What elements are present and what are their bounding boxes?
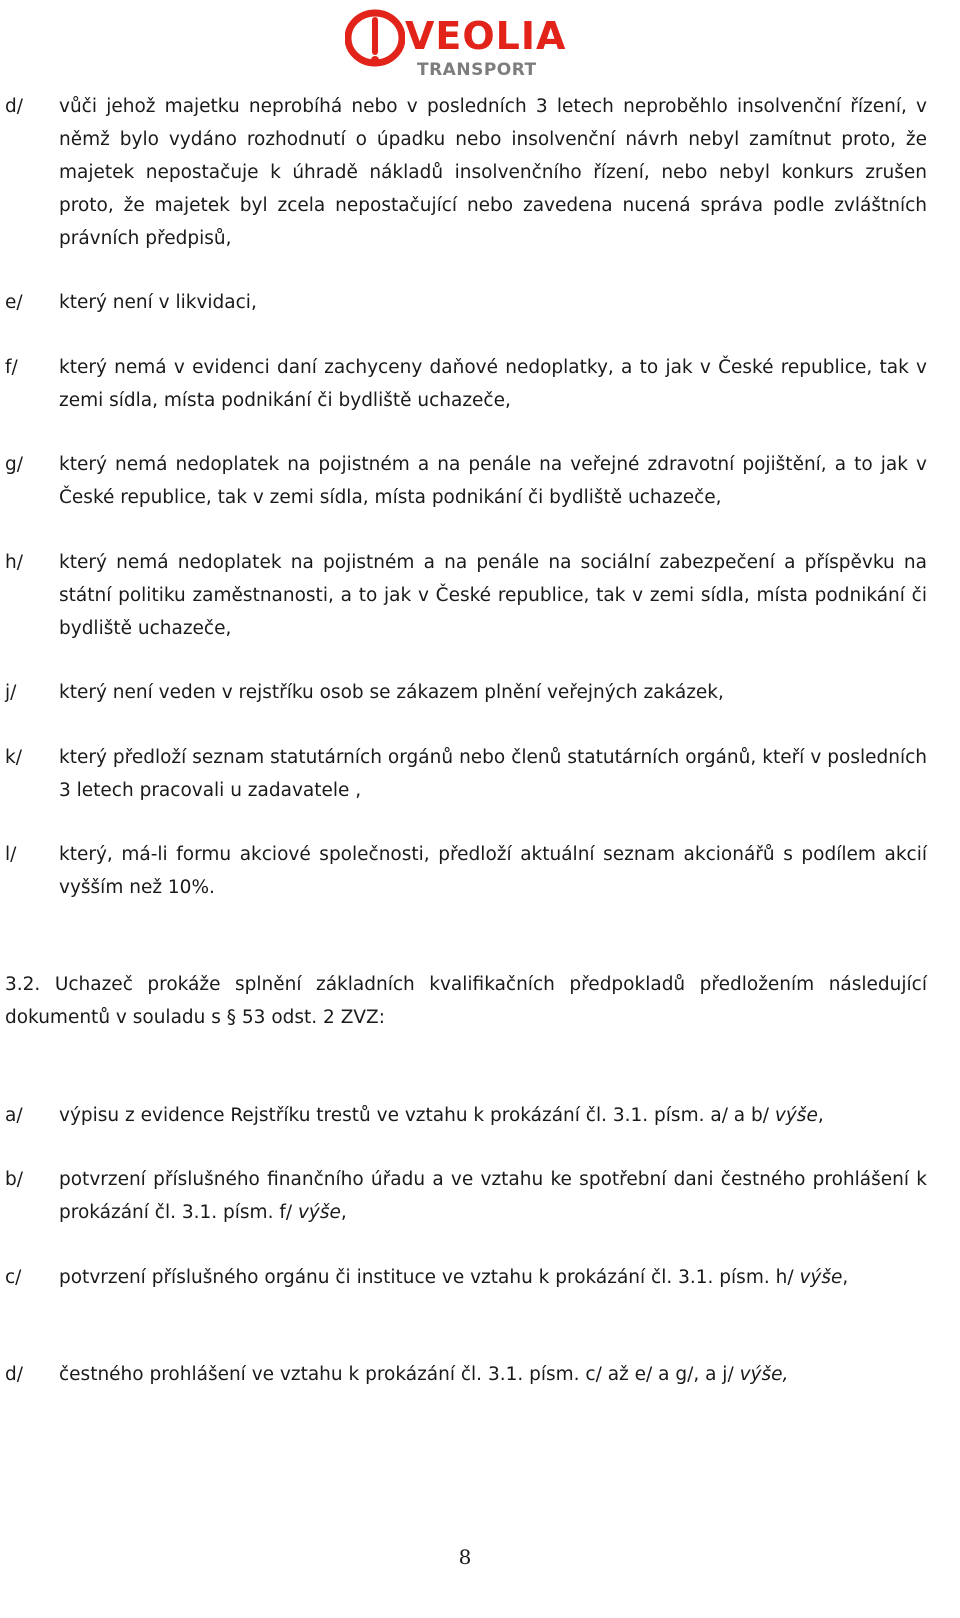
italic-word: výše bbox=[799, 1267, 843, 1288]
italic-word: výše bbox=[774, 1105, 818, 1126]
list-item-body: potvrzení příslušného orgánu či instituce ve vztahu k prokázání čl. 3.1. písm. h/ bbox=[59, 1267, 794, 1288]
list-item-text: který nemá nedoplatek na pojistném a na penále na sociální zabezpečení a příspěvku na státní politiku zaměstnanosti, a to jak v České republice, tak v zemi sídla, místa podnikání či bydliště uchazeče, bbox=[59, 552, 927, 639]
list-marker: b/ bbox=[5, 1169, 23, 1190]
list-marker: d/ bbox=[5, 1364, 23, 1385]
list-marker: a/ bbox=[5, 1105, 23, 1126]
list-item-body: potvrzení příslušného finančního úřadu a ve vztahu ke spotřební dani čestného prohlášení k prokázání čl. 3.1. písm. f/ bbox=[59, 1169, 927, 1223]
section-paragraph: 3.2. Uchazeč prokáže splnění základních kvalifikačních předpokladů předložením následující dokumentů v souladu s § 53 odst. 2 ZVZ: bbox=[5, 974, 927, 1028]
list-item-text: který není veden v rejstříku osob se zákazem plnění veřejných zakázek, bbox=[59, 682, 724, 703]
list-item-text: který nemá v evidenci daní zachyceny daňové nedoplatky, a to jak v České republice, tak v zemi sídla, místa podnikání či bydliště uchazeče, bbox=[59, 357, 927, 411]
list-item-text: který předloží seznam statutárních orgánů nebo členů statutárních orgánů, kteří v posledních 3 letech pracovali u zadavatele , bbox=[59, 747, 927, 801]
italic-word: výše, bbox=[739, 1364, 789, 1385]
list-item-tail: , bbox=[340, 1202, 347, 1223]
list-item-text bbox=[59, 1358, 927, 1391]
list-item-text bbox=[59, 1261, 927, 1294]
list-marker: e/ bbox=[5, 292, 23, 313]
list-item-text bbox=[59, 1163, 927, 1229]
list-item-text: vůči jehož majetku neprobíhá nebo v posledních 3 letech neproběhlo insolvenční řízení, v němž bylo vydáno rozhodnutí o úpadku nebo insolvenční návrh nebyl zamítnut proto, že majetek nepostačuje k úhradě nákladů insolvenčního řízení, nebo nebyl konkurs zrušen proto, že majetek byl zcela nepostačující nebo zavedena nucená správa podle zvláštních právních předpisů, bbox=[59, 96, 927, 249]
list-marker: d/ bbox=[5, 96, 23, 117]
list-item-tail: , bbox=[842, 1267, 849, 1288]
list-marker: h/ bbox=[5, 552, 23, 573]
italic-word: výše bbox=[297, 1202, 341, 1223]
list-item-body: výpisu z evidence Rejstříku trestů ve vztahu k prokázání čl. 3.1. písm. a/ a b/ bbox=[59, 1105, 770, 1126]
list-marker: f/ bbox=[5, 357, 18, 378]
list-marker: c/ bbox=[5, 1267, 22, 1288]
list-item-text: který není v likvidaci, bbox=[59, 292, 257, 313]
logo-sub-text: TRANSPORT bbox=[417, 60, 537, 80]
veolia-swirl-icon bbox=[345, 8, 405, 70]
list-item-text: který, má-li formu akciové společnosti, předloží aktuální seznam akcionářů s podílem akcií vyšším než 10%. bbox=[59, 844, 927, 898]
list-marker: g/ bbox=[5, 454, 23, 475]
list-marker: k/ bbox=[5, 747, 22, 768]
list-item-body: čestného prohlášení ve vztahu k prokázání čl. 3.1. písm. c/ až e/ a g/, a j/ bbox=[59, 1364, 734, 1385]
list-marker: l/ bbox=[5, 844, 17, 865]
logo-brand-text: VEOLIA bbox=[405, 14, 567, 58]
list-marker: j/ bbox=[5, 682, 17, 703]
page-number: 8 bbox=[458, 1545, 472, 1569]
list-item-tail: , bbox=[817, 1105, 824, 1126]
list-item-text bbox=[59, 1099, 927, 1132]
veolia-transport-logo bbox=[345, 8, 585, 83]
list-item-text: který nemá nedoplatek na pojistném a na penále na veřejné zdravotní pojištění, a to jak v České republice, tak v zemi sídla, místa podnikání či bydliště uchazeče, bbox=[59, 454, 927, 508]
